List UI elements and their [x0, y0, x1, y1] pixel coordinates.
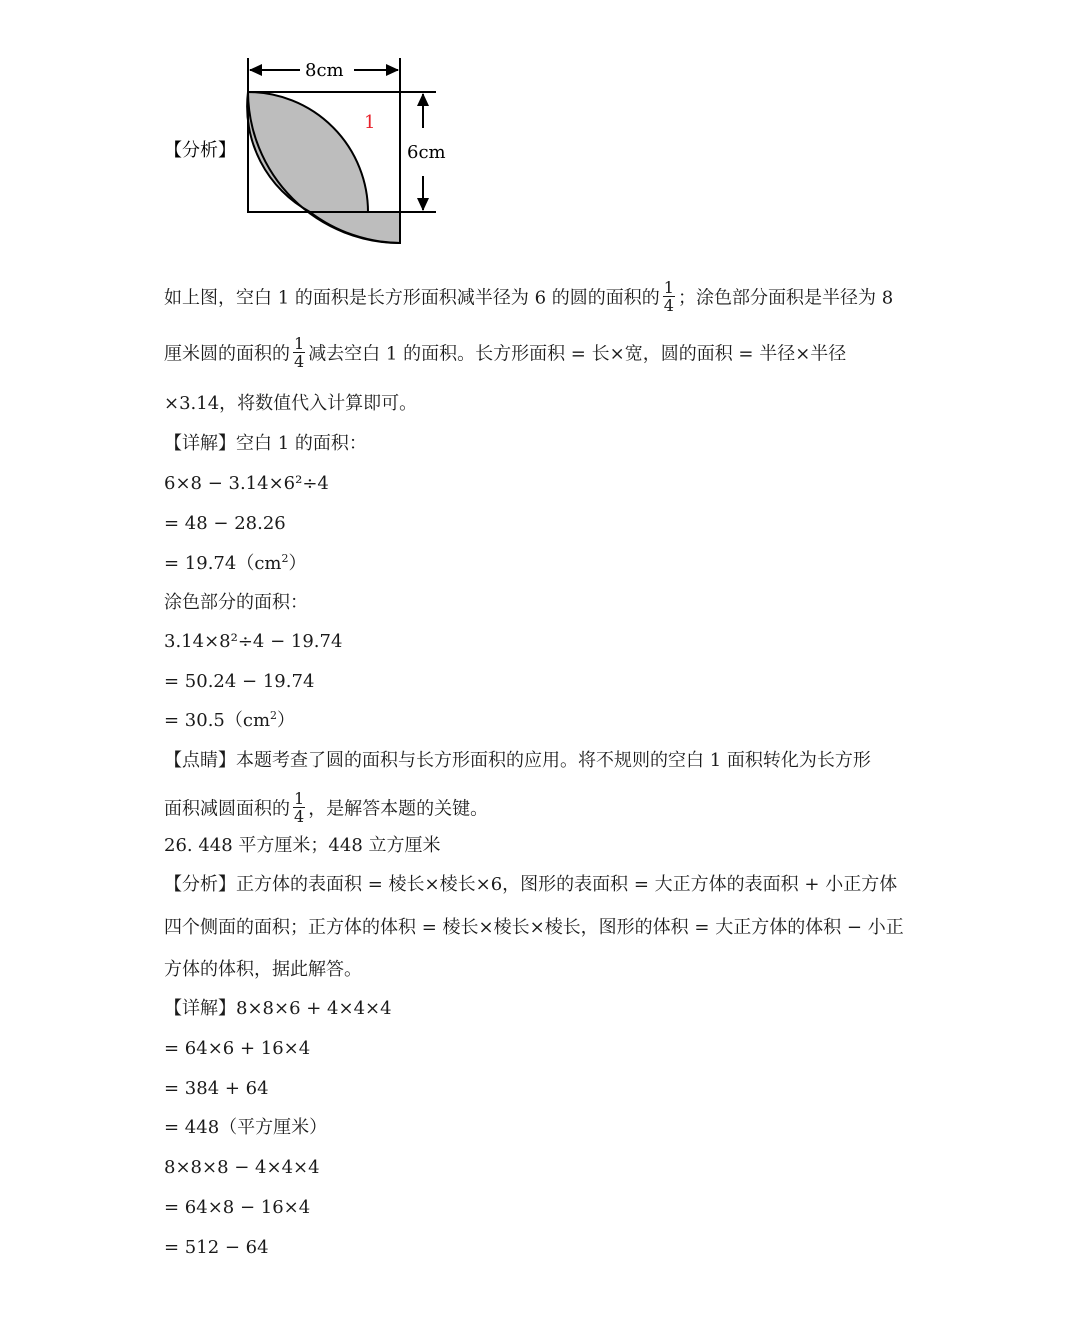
text-line-14: 26. 448 平方厘米；448 立方厘米	[164, 835, 441, 856]
fraction-one-quarter: $\frac{1}{4}$	[663, 278, 674, 315]
shaded-bottom-region	[310, 212, 400, 243]
fraction-one-quarter: $\frac{1}{4}$	[294, 789, 305, 826]
text-line-16: 四个侧面的面积；正方体的体积 = 棱长×棱长×棱长，图形的体积 = 大正方体的体积 − 小正	[164, 917, 904, 938]
text-line-6: = 48 − 28.26	[164, 513, 286, 534]
text-line-13: 面积减圆面积的 $\frac{1}{4}$ ，是解答本题的关键。	[164, 789, 489, 826]
side-arrowhead-top	[417, 93, 429, 106]
text-line-1: 如上图，空白 1 的面积是长方形面积减半径为 6 的圆的面积的 $\frac{1}{4}$ ；涂色部分面积是半径为 8	[164, 278, 894, 315]
top-dimension-label: 8cm	[305, 60, 344, 81]
text-line-20: = 384 + 64	[164, 1078, 269, 1099]
side-arrowhead-bottom	[417, 198, 429, 211]
side-dimension-label: 6cm	[407, 142, 446, 163]
text-line-21: = 448（平方厘米）	[164, 1117, 328, 1138]
text-line-2: 厘米圆的面积的 $\frac{1}{4}$ 减去空白 1 的面积。长方形面积 = 长×宽，圆的面积 = 半径×半径	[164, 334, 847, 371]
text-line-3: ×3.14，将数值代入计算即可。	[164, 393, 418, 414]
text-line-17: 方体的体积，据此解答。	[164, 959, 362, 980]
text-line-19: = 64×6 + 16×4	[164, 1038, 311, 1059]
text-line-12: 【点睛】本题考查了圆的面积与长方形面积的应用。将不规则的空白 1 面积转化为长方形	[164, 750, 871, 771]
text-line-24: = 512 − 64	[164, 1237, 269, 1258]
geometry-figure	[160, 50, 460, 250]
text-line-23: = 64×8 − 16×4	[164, 1197, 311, 1218]
top-arrowhead-right	[386, 64, 399, 76]
text-line-4: 【详解】空白 1 的面积：	[164, 433, 367, 454]
top-arrowhead-left	[249, 64, 262, 76]
region-label: 1	[364, 112, 376, 133]
text-line-22: 8×8×8 − 4×4×4	[164, 1157, 320, 1178]
text-line-8: 涂色部分的面积：	[164, 592, 308, 613]
text-line-15: 【分析】正方体的表面积 = 棱长×棱长×6，图形的表面积 = 大正方体的表面积 + 小正方体	[164, 874, 898, 895]
shaded-lens	[247, 92, 368, 212]
text-line-5: 6×8 − 3.14×6²÷4	[164, 473, 329, 494]
text-line-9: 3.14×8²÷4 − 19.74	[164, 631, 343, 652]
text-line-7: = $19.74(cm^2)$	[164, 552, 307, 574]
fraction-one-quarter: $\frac{1}{4}$	[294, 334, 305, 371]
text-line-11: = $30.5(cm^2)$	[164, 709, 296, 731]
text-line-18: 【详解】8×8×6 + 4×4×4	[164, 998, 392, 1019]
figure-label: 【分析】	[164, 140, 236, 161]
text-line-10: = 50.24 − 19.74	[164, 671, 315, 692]
